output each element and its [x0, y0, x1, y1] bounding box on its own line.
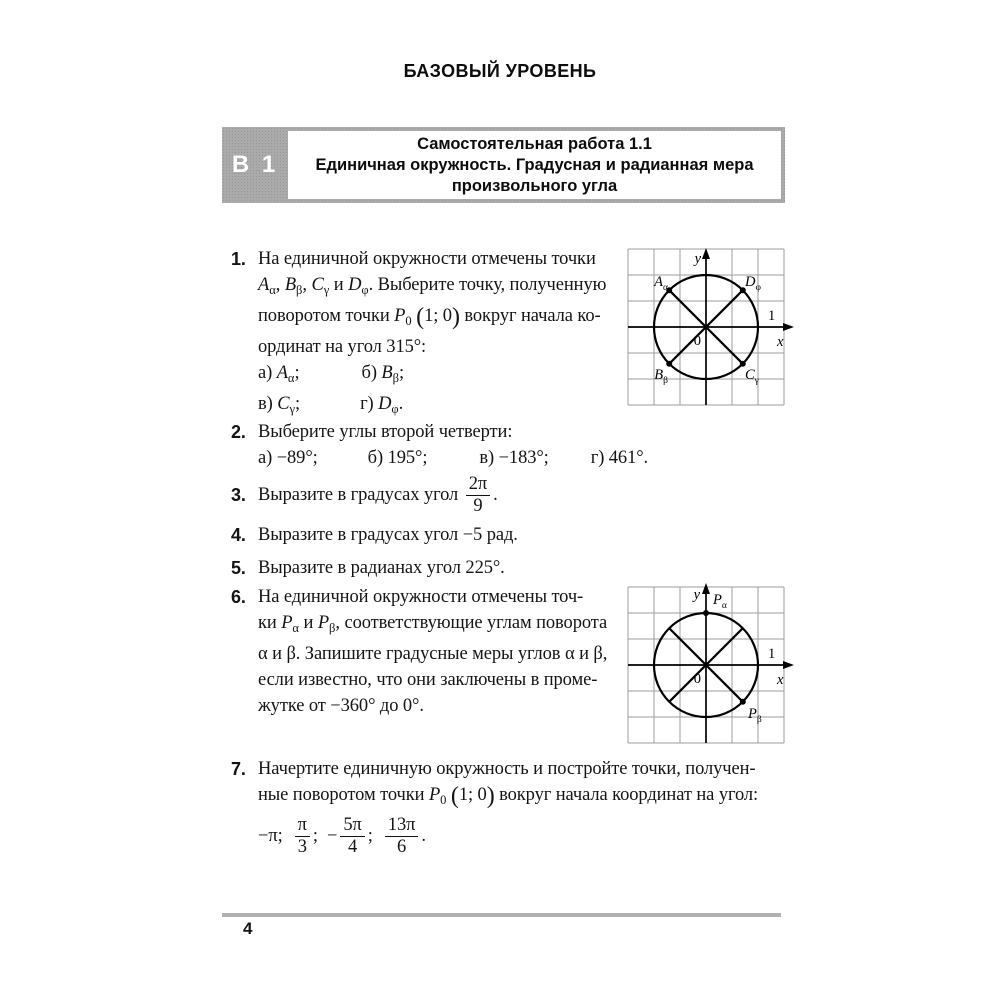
point-label-D: $D_\varphi$: [745, 274, 761, 293]
point-label-A: $A_\alpha$: [654, 274, 668, 293]
problem-number: 5.: [231, 558, 246, 578]
header-title-panel: [288, 131, 781, 199]
problem-text: [258, 522, 518, 548]
x-axis-arrow-icon: [783, 661, 794, 669]
problem-text: [258, 472, 498, 518]
header-box: [222, 127, 785, 203]
problem-text: [258, 555, 505, 581]
text-line: Выберите углы второй четверти:: [258, 422, 513, 442]
x-axis-label: x: [777, 672, 784, 688]
text-line: ные поворотом точки $P_0$ (1; 0) вокруг начала координат на угол:: [258, 783, 759, 809]
footer-rule: [222, 913, 781, 917]
unit-circle-diagram-2: [622, 581, 796, 749]
unit-circle-figure: [622, 581, 796, 749]
problem-6: [231, 584, 607, 719]
x-axis-label: x: [777, 334, 784, 350]
point-dot-90: [703, 610, 709, 616]
problem-number: 1.: [231, 249, 246, 269]
header-title-line2: Единичная окружность. Градусная и радианная мера: [315, 155, 754, 174]
unit-circle-figure: [622, 243, 796, 411]
text-line: поворотом точки $P_0$ (1; 0) вокруг начала ко-: [258, 304, 601, 330]
text-line: ки $P_\alpha$ и $P_\beta$, соответствующие углам поворота: [258, 613, 608, 635]
answer-options-row: а) $A_\alpha$; б) $B_\beta$;: [258, 363, 405, 385]
point-label-P-beta: $P_\beta$: [748, 706, 762, 725]
problem-3: [231, 472, 498, 518]
angles-list: −π; $\frac{\pi}{3}$ ; − $\frac{5\pi}{4}$ ; $\frac{13\pi}{6}$ .: [258, 814, 426, 857]
text-line: Начертите единичную окружность и постройте точки, получен-: [258, 759, 756, 779]
problem-text: [258, 246, 606, 422]
point-label-B: $B_\beta$: [654, 367, 668, 386]
text-line: На единичной окружности отмечены точ-: [258, 587, 584, 607]
text-line: Выразите в градусах угол $\frac{2\pi}{9}$ .: [258, 473, 498, 516]
point-dot-225: [666, 361, 672, 367]
y-axis-label: y: [694, 251, 701, 267]
text-line: ординат на угол 315°:: [258, 337, 427, 357]
problem-number: 3.: [231, 485, 246, 505]
text-line: α и β. Запишите градусные меры углов α и β,: [258, 644, 608, 664]
point-label-C: $C_\gamma$: [745, 367, 759, 386]
text-line: жутке от −360° до 0°.: [258, 696, 424, 716]
problem-number: 7.: [231, 759, 246, 779]
point-dot-315: [740, 361, 746, 367]
origin-label: 0: [693, 671, 701, 687]
text-line: На единичной окружности отмечены точки: [258, 249, 596, 269]
problem-number: 6.: [231, 587, 246, 607]
page-number: 4: [243, 919, 253, 938]
problem-number: 4.: [231, 525, 246, 545]
problem-2: [231, 419, 648, 471]
section-badge: В 1: [231, 151, 279, 178]
y-axis-arrow-icon: [702, 248, 710, 259]
text-line: $A_\alpha$, $B_\beta$, $C_\gamma$ и $D_\varphi$. Выберите точку, полученную: [258, 275, 607, 297]
header-title-line1: Самостоятельная работа 1.1: [417, 134, 652, 153]
problem-text: [258, 419, 648, 471]
answer-options-row: в) $C_\gamma$; г) $D_\varphi$.: [258, 394, 404, 416]
problem-4: [231, 522, 518, 548]
point-dot-315: [740, 699, 746, 705]
text-line: если известно, что они заключены в проме-: [258, 670, 598, 690]
problem-1: [231, 246, 606, 422]
point-label-P-alpha: $P_\alpha$: [713, 592, 727, 611]
text-line: Выразите в радианах угол 225°.: [258, 558, 505, 578]
problem-5: [231, 555, 505, 581]
unit-tick-label: 1: [768, 646, 776, 662]
problem-text: [258, 756, 758, 859]
origin-label: 0: [693, 333, 701, 349]
unit-circle-diagram-1: [622, 243, 796, 411]
answer-options-row: а) −89°; б) 195°; в) −183°; г) 461°.: [258, 448, 649, 468]
page-title: БАЗОВЫЙ УРОВЕНЬ: [403, 61, 597, 81]
problem-7: [231, 756, 758, 859]
text-line: Выразите в градусах угол −5 рад.: [258, 525, 518, 545]
x-axis-arrow-icon: [783, 323, 794, 331]
problem-number: 2.: [231, 422, 246, 442]
unit-tick-label: 1: [768, 308, 776, 324]
y-axis-label: y: [693, 587, 700, 603]
problem-text: [258, 584, 607, 719]
y-axis-arrow-icon: [702, 583, 710, 594]
header-title-line3: произвольного угла: [451, 176, 618, 195]
